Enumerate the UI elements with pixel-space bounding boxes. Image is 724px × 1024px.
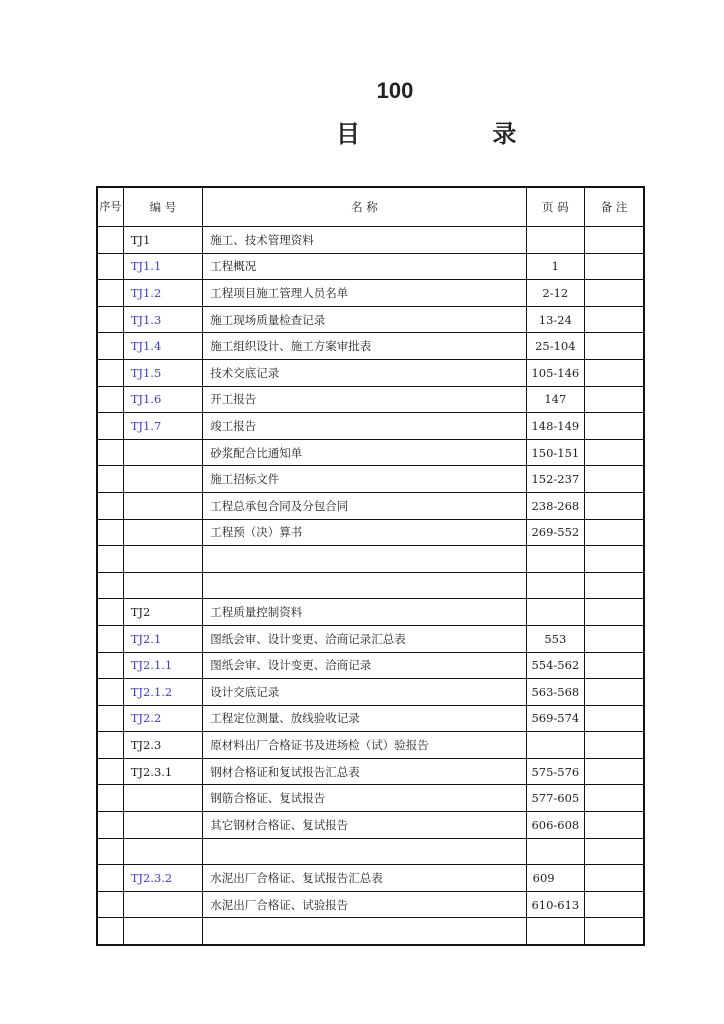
code-cell[interactable]: TJ1.5 [123, 359, 203, 386]
note-cell [585, 918, 644, 945]
name-cell: 工程项目施工管理人员名单 [203, 280, 526, 307]
table-row [97, 812, 644, 839]
table-row [97, 466, 644, 493]
page-cell [526, 918, 584, 945]
table-row [97, 413, 644, 440]
seq-cell [97, 492, 123, 519]
name-cell [203, 918, 526, 945]
note-cell [585, 679, 644, 706]
code-cell [123, 918, 203, 945]
seq-cell [97, 546, 123, 573]
table-row [97, 280, 644, 307]
name-cell: 工程质量控制资料 [203, 599, 526, 626]
seq-cell [97, 439, 123, 466]
code-cell[interactable]: TJ1.4 [123, 333, 203, 360]
table-row [97, 705, 644, 732]
seq-cell [97, 359, 123, 386]
page-cell: 577-605 [526, 785, 584, 812]
page-cell [526, 732, 584, 759]
table-row [97, 758, 644, 785]
page-cell: 238-268 [526, 492, 584, 519]
note-cell [585, 785, 644, 812]
name-cell: 工程总承包合同及分包合同 [203, 492, 526, 519]
code-cell [123, 838, 203, 865]
page-number: 100 [376, 78, 414, 103]
page-cell: 610-613 [526, 891, 584, 918]
table-row [97, 865, 644, 892]
code-cell[interactable]: TJ1.2 [123, 280, 203, 307]
note-cell [585, 439, 644, 466]
seq-cell [97, 599, 123, 626]
table-row [97, 599, 644, 626]
page-cell: 1 [526, 253, 584, 280]
seq-cell [97, 280, 123, 307]
page-cell [526, 546, 584, 573]
header-code: 编 号 [123, 187, 203, 227]
page-cell [526, 599, 584, 626]
name-cell: 工程定位测量、放线验收记录 [203, 705, 526, 732]
note-cell [585, 280, 644, 307]
seq-cell [97, 705, 123, 732]
code-cell[interactable]: TJ1.3 [123, 306, 203, 333]
name-cell [203, 546, 526, 573]
note-cell [585, 838, 644, 865]
note-cell [585, 652, 644, 679]
table-row [97, 838, 644, 865]
name-cell: 施工招标文件 [203, 466, 526, 493]
page-cell: 609 [526, 865, 584, 892]
name-cell [203, 572, 526, 599]
seq-cell [97, 333, 123, 360]
header-note: 备 注 [585, 187, 644, 227]
table-row [97, 253, 644, 280]
name-cell: 水泥出厂合格证、复试报告汇总表 [203, 865, 526, 892]
name-cell: 图纸会审、设计变更、洽商记录 [203, 652, 526, 679]
table-row [97, 572, 644, 599]
table-row [97, 519, 644, 546]
note-cell [585, 732, 644, 759]
name-cell: 钢筋合格证、复试报告 [203, 785, 526, 812]
page-cell: 105-146 [526, 359, 584, 386]
name-cell: 砂浆配合比通知单 [203, 439, 526, 466]
note-cell [585, 333, 644, 360]
note-cell [585, 386, 644, 413]
name-cell: 设计交底记录 [203, 679, 526, 706]
name-cell: 工程概况 [203, 253, 526, 280]
seq-cell [97, 625, 123, 652]
page-cell [526, 838, 584, 865]
name-cell: 施工现场质量检查记录 [203, 306, 526, 333]
name-cell: 原材料出厂合格证书及进场检（试）验报告 [203, 732, 526, 759]
name-cell: 施工组织设计、施工方案审批表 [203, 333, 526, 360]
name-cell: 竣工报告 [203, 413, 526, 440]
contents-table [96, 186, 645, 946]
table-row [97, 679, 644, 706]
seq-cell [97, 413, 123, 440]
seq-cell [97, 386, 123, 413]
note-cell [585, 865, 644, 892]
code-cell[interactable]: TJ2.1 [123, 625, 203, 652]
seq-cell [97, 838, 123, 865]
note-cell [585, 599, 644, 626]
name-cell: 开工报告 [203, 386, 526, 413]
code-cell[interactable]: TJ2.2 [123, 705, 203, 732]
note-cell [585, 546, 644, 573]
table-row [97, 546, 644, 573]
name-cell: 工程预（决）算书 [203, 519, 526, 546]
code-cell [123, 891, 203, 918]
seq-cell [97, 572, 123, 599]
page-cell [526, 572, 584, 599]
code-cell [123, 519, 203, 546]
note-cell [585, 891, 644, 918]
page-cell: 25-104 [526, 333, 584, 360]
seq-cell [97, 652, 123, 679]
seq-cell [97, 785, 123, 812]
seq-cell [97, 519, 123, 546]
table-row [97, 333, 644, 360]
note-cell [585, 492, 644, 519]
page-cell: 269-552 [526, 519, 584, 546]
note-cell [585, 413, 644, 440]
code-cell[interactable]: TJ2.1.1 [123, 652, 203, 679]
table-row [97, 785, 644, 812]
table-row [97, 891, 644, 918]
code-cell [123, 466, 203, 493]
page-cell: 553 [526, 625, 584, 652]
table-row [97, 732, 644, 759]
code-cell [123, 785, 203, 812]
seq-cell [97, 732, 123, 759]
seq-cell [97, 865, 123, 892]
seq-cell [97, 253, 123, 280]
seq-cell [97, 306, 123, 333]
code-cell: TJ2.3 [123, 732, 203, 759]
header-page: 页 码 [526, 187, 584, 227]
header-seq: 序号 [97, 187, 123, 227]
code-cell: TJ2 [123, 599, 203, 626]
seq-cell [97, 758, 123, 785]
table-row [97, 492, 644, 519]
code-cell: TJ1 [123, 227, 203, 254]
name-cell [203, 838, 526, 865]
table-row [97, 652, 644, 679]
table-row [97, 306, 644, 333]
code-cell[interactable]: TJ2.3.2 [123, 865, 203, 892]
code-cell [123, 812, 203, 839]
seq-cell [97, 918, 123, 945]
table-row [97, 359, 644, 386]
page-cell: 13-24 [526, 306, 584, 333]
header-name: 名 称 [203, 187, 526, 227]
page-title: 目 录 [336, 120, 579, 148]
seq-cell [97, 812, 123, 839]
name-cell: 其它钢材合格证、复试报告 [203, 812, 526, 839]
code-cell [123, 572, 203, 599]
note-cell [585, 519, 644, 546]
page-cell: 575-576 [526, 758, 584, 785]
code-cell [123, 546, 203, 573]
page-cell: 2-12 [526, 280, 584, 307]
table-row [97, 227, 644, 254]
page-cell: 148-149 [526, 413, 584, 440]
code-cell [123, 439, 203, 466]
table-row [97, 625, 644, 652]
note-cell [585, 625, 644, 652]
page-cell: 152-237 [526, 466, 584, 493]
note-cell [585, 306, 644, 333]
code-cell[interactable]: TJ1.1 [123, 253, 203, 280]
seq-cell [97, 679, 123, 706]
note-cell [585, 812, 644, 839]
table-row [97, 439, 644, 466]
page-cell [526, 227, 584, 254]
name-cell: 水泥出厂合格证、试验报告 [203, 891, 526, 918]
note-cell [585, 359, 644, 386]
note-cell [585, 466, 644, 493]
code-cell: TJ2.3.1 [123, 758, 203, 785]
table-row [97, 386, 644, 413]
table-row [97, 918, 644, 945]
name-cell: 钢材合格证和复试报告汇总表 [203, 758, 526, 785]
page-cell: 569-574 [526, 705, 584, 732]
page-cell: 147 [526, 386, 584, 413]
page-cell: 554-562 [526, 652, 584, 679]
code-cell[interactable]: TJ1.6 [123, 386, 203, 413]
page-cell: 606-608 [526, 812, 584, 839]
name-cell: 施工、技术管理资料 [203, 227, 526, 254]
page-cell: 150-151 [526, 439, 584, 466]
note-cell [585, 253, 644, 280]
page-cell: 563-568 [526, 679, 584, 706]
note-cell [585, 572, 644, 599]
seq-cell [97, 466, 123, 493]
code-cell[interactable]: TJ1.7 [123, 413, 203, 440]
name-cell: 技术交底记录 [203, 359, 526, 386]
seq-cell [97, 891, 123, 918]
code-cell[interactable]: TJ2.1.2 [123, 679, 203, 706]
note-cell [585, 705, 644, 732]
note-cell [585, 758, 644, 785]
code-cell [123, 492, 203, 519]
table-header [97, 187, 644, 227]
seq-cell [97, 227, 123, 254]
name-cell: 图纸会审、设计变更、洽商记录汇总表 [203, 625, 526, 652]
note-cell [585, 227, 644, 254]
